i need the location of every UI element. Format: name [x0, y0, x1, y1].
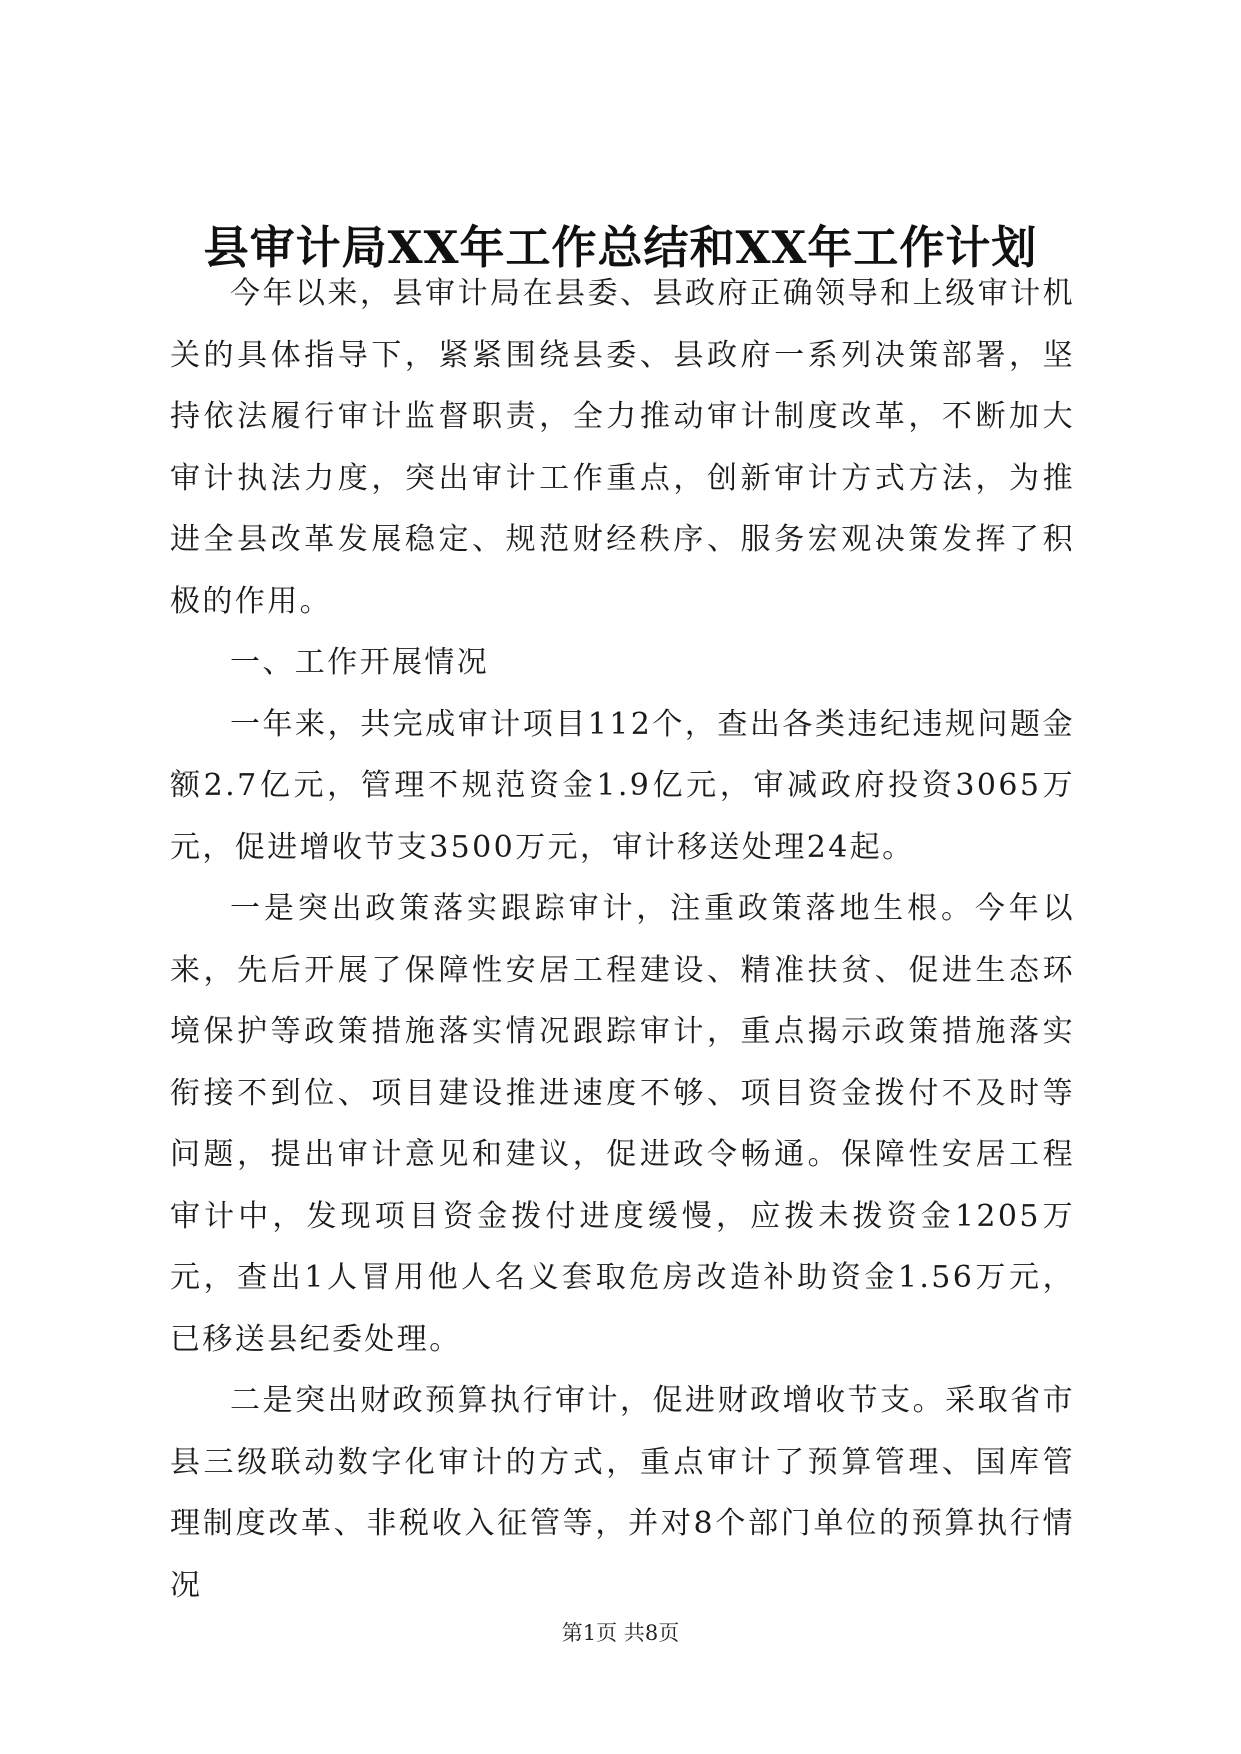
paragraph-policy-audit: 一是突出政策落实跟踪审计，注重政策落地生根。今年以来，先后开展了保障性安居工程建设、精准扶贫、促进生态环境保护等政策措施落实情况跟踪审计，重点揭示政策措施落实衔接不到位、项目建设推进速度不够、项目资金拨付不及时等问题，提出审计意见和建议，促进政令畅通。保障性安居工程审计中，发现项目资金拨付进度缓慢，应拨未拨资金1205万元，查出1人冒用他人名义套取危房改造补助资金1.56万元，已移送县纪委处理。: [170, 891, 1075, 1357]
page-number: 第1页 共8页: [561, 1621, 680, 1645]
page-footer: [0, 1618, 1241, 1648]
document-body: [170, 263, 1075, 1616]
document-title: 县审计局XX年工作总结和XX年工作计划: [203, 221, 1038, 274]
paragraph-summary: 一年来，共完成审计项目112个，查出各类违纪违规问题金额2.7亿元，管理不规范资金1.9亿元，审减政府投资3065万元，促进增收节支3500万元，审计移送处理24起。: [170, 706, 1075, 865]
section-heading: 一、工作开展情况: [230, 645, 490, 680]
paragraph-intro: 今年以来，县审计局在县委、县政府正确领导和上级审计机关的具体指导下，紧紧围绕县委、县政府一系列决策部署，坚持依法履行审计监督职责，全力推动审计制度改革，不断加大审计执法力度，突出审计工作重点，创新审计方式方法，为推进全县改革发展稳定、规范财经秩序、服务宏观决策发挥了积极的作用。: [170, 276, 1075, 619]
paragraph-budget-audit: 二是突出财政预算执行审计，促进财政增收节支。采取省市县三级联动数字化审计的方式，重点审计了预算管理、国库管理制度改革、非税收入征管等，并对8个部门单位的预算执行情况: [170, 1383, 1075, 1603]
